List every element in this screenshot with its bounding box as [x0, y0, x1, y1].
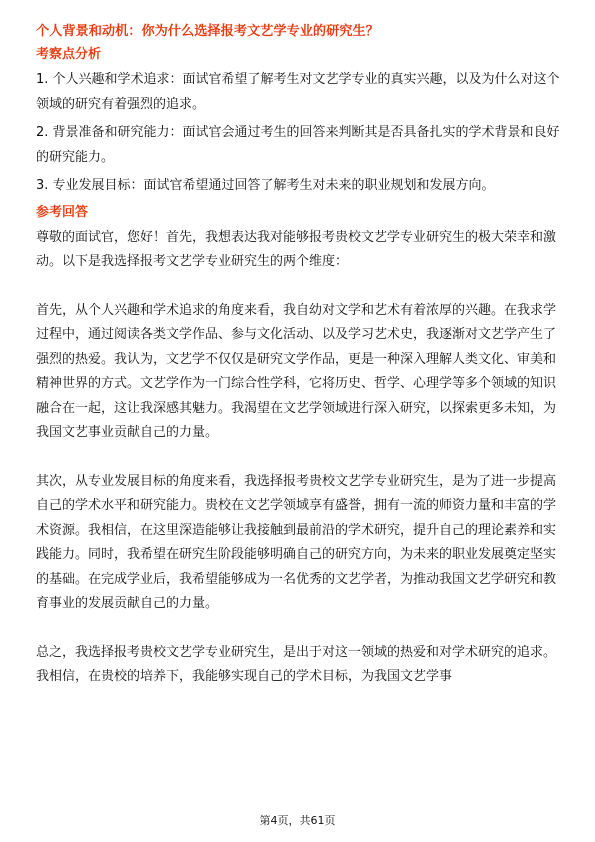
- analysis-heading: 考察点分析: [36, 47, 102, 62]
- analysis-point-3: 3. 专业发展目标：面试官希望通过回答了解考生对未来的职业规划和发展方向。: [36, 178, 495, 193]
- answer-paragraph-intro: 尊敬的面试官，您好！首先，我想表达我对能够报考贵校文艺学专业研究生的极大荣幸和激动。以下是我选择报考文艺学专业研究生的两个维度：: [36, 229, 557, 269]
- answer-paragraph-interest: 首先，从个人兴趣和学术追求的角度来看，我自幼对文学和艺术有着浓厚的兴趣。在我求学过程中，通过阅读各类文学作品、参与文化活动、以及学习艺术史，我逐渐对文艺学产生了强烈的热爱。我认为，文艺学不仅仅是研究文学作品，更是一种深入理解人类文化、审美和精神世界的方式。文艺学作为一门综合性学科，它将历史、哲学、心理学等多个领域的知识融合在一起，这让我深感其魅力。我渴望在文艺学领域进行深入研究，以探索更多未知，为我国文艺事业贡献自己的力量。: [36, 302, 557, 440]
- paragraph-spacer: [36, 617, 560, 641]
- paragraph-spacer: [36, 275, 560, 299]
- answer-heading: 参考回答: [36, 204, 89, 220]
- answer-paragraph-conclusion: 总之，我选择报考贵校文艺学专业研究生，是出于对这一领域的热爱和对学术研究的追求。我相信，在贵校的培养下，我能够实现自己的学术目标，为我国文艺学事: [36, 644, 557, 684]
- answer-paragraph-career: 其次，从专业发展目标的角度来看，我选择报考贵校文艺学专业研究生，是为了进一步提高自己的学术水平和研究能力。贵校在文艺学领域享有盛誉，拥有一流的师资力量和丰富的学术资源。我相信，在这里深造能够让我接触到最前沿的学术研究，提升自己的理论素养和实践能力。同时，我希望在研究生阶段能够明确自己的研究方向，为未来的职业发展奠定坚实的基础。在完成学业后，我希望能够成为一名优秀的文艺学者，为推动我国文艺学研究和教育事业的发展贡献自己的力量。: [36, 473, 557, 611]
- question-title: 个人背景和动机：你为什么选择报考文艺学专业的研究生？: [36, 24, 379, 39]
- paragraph-spacer: [36, 446, 560, 470]
- analysis-point-2: 2. 背景准备和研究能力：面试官会通过考生的回答来判断其是否具备扎实的学术背景和良好的研究能力。: [36, 125, 560, 165]
- analysis-point-1: 1. 个人兴趣和学术追求：面试官希望了解考生对文艺学专业的真实兴趣，以及为什么对这个领域的研究有着强烈的追求。: [36, 72, 560, 112]
- page-number: 第4页，共61页: [259, 814, 336, 827]
- page-content: [36, 22, 560, 690]
